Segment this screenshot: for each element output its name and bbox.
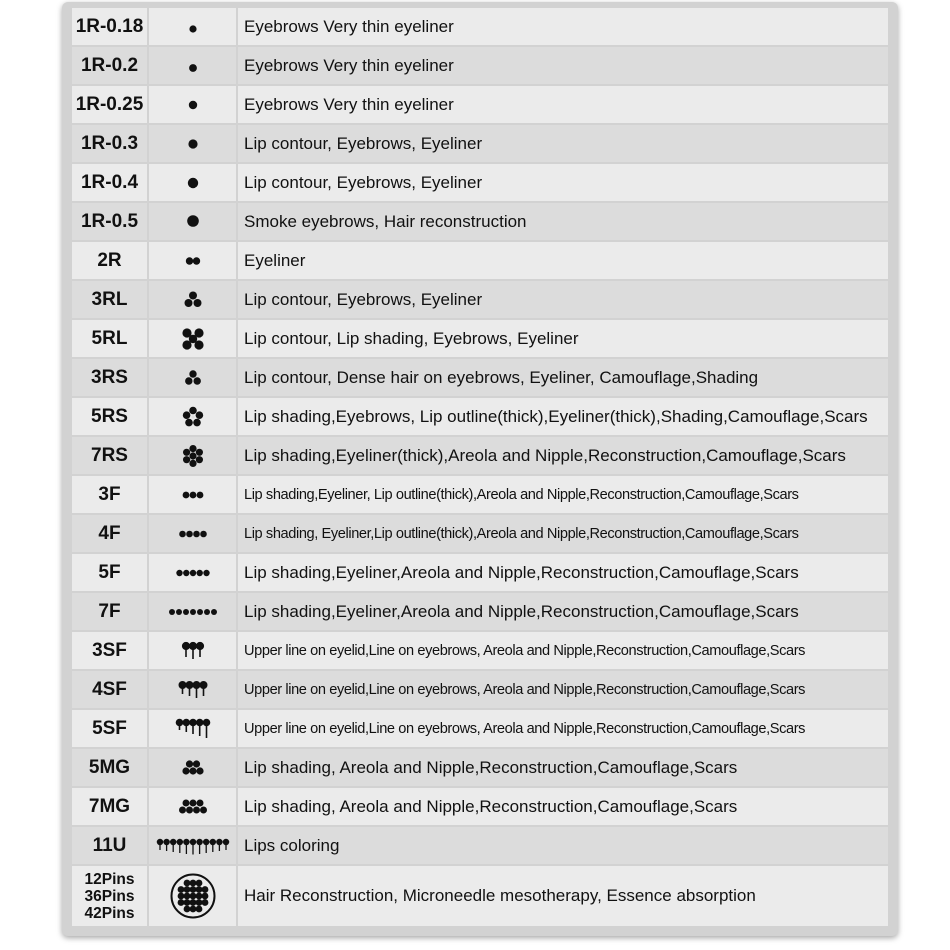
- needle-name: 3SF: [72, 632, 147, 669]
- flat-4-dots-icon: [163, 524, 223, 544]
- needle-name: 7F: [72, 593, 147, 630]
- needle-name-pins: [72, 866, 147, 926]
- needle-usage: Lip shading,Eyebrows, Lip outline(thick),Eyeliner(thick),Shading,Camouflage,Scars: [238, 398, 888, 435]
- table-row: [72, 515, 888, 552]
- needle-usage: Hair Reconstruction, Microneedle mesotherapy, Essence absorption: [238, 866, 888, 926]
- pins-12-label: 12Pins: [84, 870, 135, 888]
- needle-name: 1R-0.5: [72, 203, 147, 240]
- needle-usage: Lip contour, Dense hair on eyebrows, Eyeliner, Camouflage,Shading: [238, 359, 888, 396]
- table-row: [72, 125, 888, 162]
- table-row: [72, 8, 888, 45]
- pins-42-label: 42Pins: [84, 904, 135, 922]
- round-3-cluster-icon: [163, 290, 223, 310]
- table-row: [72, 281, 888, 318]
- table-row: [72, 47, 888, 84]
- needle-name: 1R-0.3: [72, 125, 147, 162]
- needle-name: 1R-0.2: [72, 47, 147, 84]
- needle-usage: Eyebrows Very thin eyeliner: [238, 8, 888, 45]
- table-row: [72, 710, 888, 747]
- needle-name: 1R-0.25: [72, 86, 147, 123]
- needle-name: 3RS: [72, 359, 147, 396]
- needle-table: [72, 8, 888, 928]
- table-row: [72, 632, 888, 669]
- needle-name: 1R-0.4: [72, 164, 147, 201]
- table-row: [72, 749, 888, 786]
- table-row: [72, 593, 888, 630]
- needle-usage: Lip contour, Eyebrows, Eyeliner: [238, 164, 888, 201]
- needle-usage: Lip contour, Eyebrows, Eyeliner: [238, 281, 888, 318]
- table-row: [72, 788, 888, 825]
- round-7-cluster-icon: [163, 444, 223, 468]
- needle-name: 5F: [72, 554, 147, 591]
- needle-name: 5MG: [72, 749, 147, 786]
- needle-usage: Lip shading,Eyeliner(thick),Areola and Nipple,Reconstruction,Camouflage,Scars: [238, 437, 888, 474]
- round-1-dot-icon: [163, 134, 223, 154]
- round-3-cluster-icon: [163, 368, 223, 388]
- soft-flat-3-pins-icon: [163, 640, 223, 662]
- table-row: [72, 827, 888, 864]
- needle-usage: Lip shading, Eyeliner,Lip outline(thick),Areola and Nipple,Reconstruction,Camouflage,Scars: [238, 515, 888, 552]
- round-1-dot-icon: [163, 56, 223, 76]
- needle-usage: Lips coloring: [238, 827, 888, 864]
- needle-name: 2R: [72, 242, 147, 279]
- table-row: [72, 554, 888, 591]
- needle-usage: Lip shading,Eyeliner,Areola and Nipple,Reconstruction,Camouflage,Scars: [238, 593, 888, 630]
- needle-usage: Lip contour, Eyebrows, Eyeliner: [238, 125, 888, 162]
- needle-name: 1R-0.18: [72, 8, 147, 45]
- needle-usage: Eyebrows Very thin eyeliner: [238, 47, 888, 84]
- table-row: [72, 476, 888, 513]
- needle-usage: Upper line on eyelid,Line on eyebrows, Areola and Nipple,Reconstruction,Camouflage,Scars: [238, 710, 888, 747]
- needle-usage: Eyeliner: [238, 242, 888, 279]
- nano-pins-circle-icon: [169, 872, 217, 920]
- needle-name: 5RS: [72, 398, 147, 435]
- needle-name: 5SF: [72, 710, 147, 747]
- needle-usage: Eyebrows Very thin eyeliner: [238, 86, 888, 123]
- table-row: [72, 242, 888, 279]
- needle-name: 3RL: [72, 281, 147, 318]
- needle-name: 7RS: [72, 437, 147, 474]
- soft-flat-5-pins-icon: [163, 717, 223, 741]
- table-row: [72, 86, 888, 123]
- magnum-7-cluster-icon: [163, 797, 223, 817]
- needle-name: 7MG: [72, 788, 147, 825]
- table-row: [72, 398, 888, 435]
- table-row: [72, 164, 888, 201]
- needle-usage: Lip shading, Areola and Nipple,Reconstruction,Camouflage,Scars: [238, 788, 888, 825]
- needle-usage: Lip shading, Areola and Nipple,Reconstruction,Camouflage,Scars: [238, 749, 888, 786]
- flat-5-dots-icon: [163, 563, 223, 583]
- needle-name: 4F: [72, 515, 147, 552]
- needle-name: 3F: [72, 476, 147, 513]
- needle-name: 11U: [72, 827, 147, 864]
- needle-usage: Upper line on eyelid,Line on eyebrows, Areola and Nipple,Reconstruction,Camouflage,Scars: [238, 632, 888, 669]
- needle-usage: Lip contour, Lip shading, Eyebrows, Eyeliner: [238, 320, 888, 357]
- round-1-dot-icon: [163, 95, 223, 115]
- round-2-dots-icon: [163, 251, 223, 271]
- round-1-dot-icon: [163, 212, 223, 232]
- needle-usage: Upper line on eyelid,Line on eyebrows, Areola and Nipple,Reconstruction,Camouflage,Scars: [238, 671, 888, 708]
- needle-usage: Lip shading,Eyeliner, Lip outline(thick),Areola and Nipple,Reconstruction,Camouflage,Scars: [238, 476, 888, 513]
- flat-7-dots-icon: [163, 602, 223, 622]
- flat-3-dots-icon: [163, 485, 223, 505]
- table-row: [72, 320, 888, 357]
- needle-name: 4SF: [72, 671, 147, 708]
- table-row: [72, 203, 888, 240]
- round-1-dot-icon: [163, 17, 223, 37]
- soft-flat-4-pins-icon: [163, 679, 223, 701]
- table-row: [72, 671, 888, 708]
- round-5-flower-icon: [163, 406, 223, 428]
- table-row: [72, 437, 888, 474]
- table-row: [72, 866, 888, 926]
- needle-name: 5RL: [72, 320, 147, 357]
- needle-usage: Lip shading,Eyeliner,Areola and Nipple,Reconstruction,Camouflage,Scars: [238, 554, 888, 591]
- round-1-dot-icon: [163, 173, 223, 193]
- pins-36-label: 36Pins: [84, 887, 135, 905]
- needle-usage: Smoke eyebrows, Hair reconstruction: [238, 203, 888, 240]
- magnum-5-cluster-icon: [163, 758, 223, 778]
- u-11-pins-icon: [156, 836, 230, 856]
- table-row: [72, 359, 888, 396]
- round-5-cross-icon: [163, 328, 223, 350]
